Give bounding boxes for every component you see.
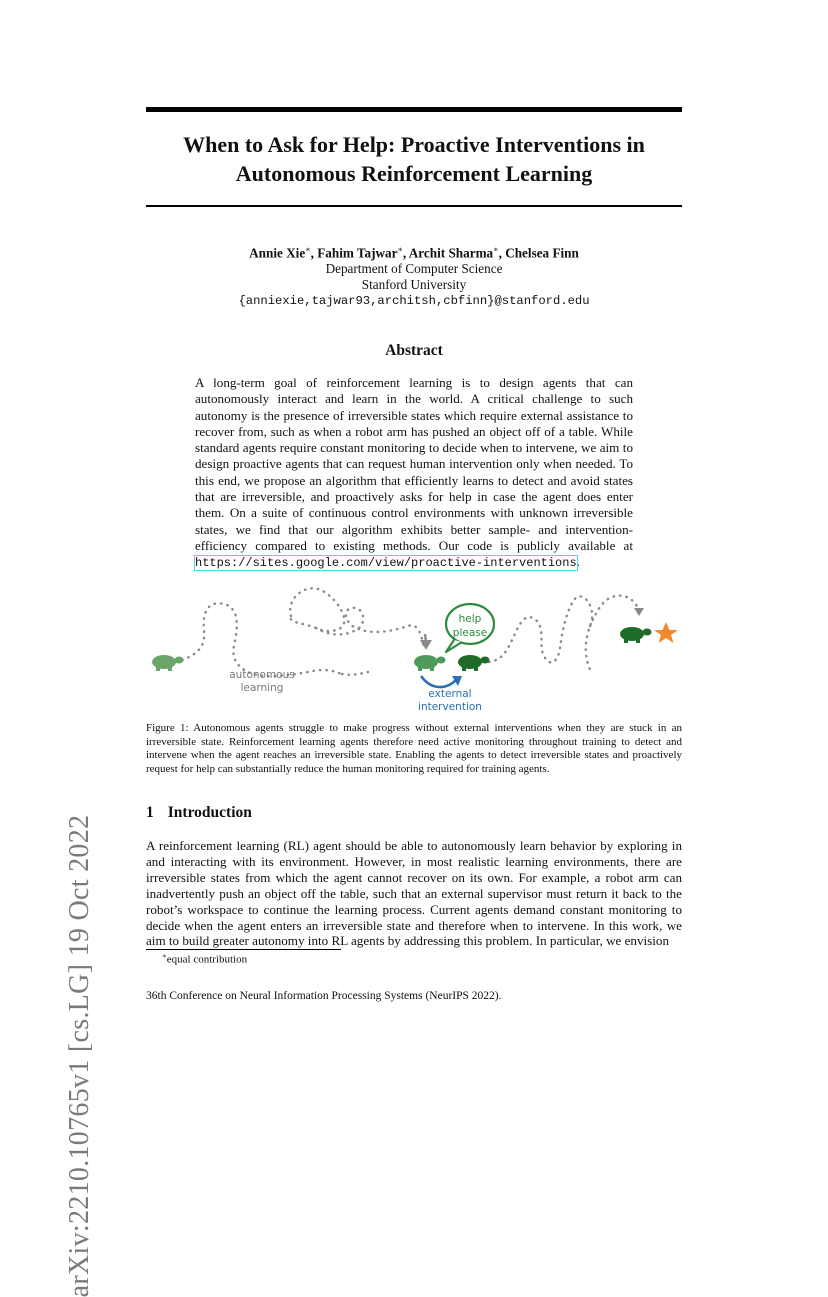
author-block xyxy=(146,242,682,309)
introduction-text: A reinforcement learning (RL) agent should be able to autonomously learn behavior by exploring in and interacting with its environment. However, in most realistic learning environments, there are irreversible states from which the agent cannot recover on its own. For example, a robot arm can inadvertently push an object off the table, such that an external supervisor must return it back to the robot’s workspace to continue the learning process. Current agents demand constant monitoring to decide when the agent enters an irreversible state and therefore when to intervene. In this work, we aim to build greater autonomy into RL agents by addressing this problem. In particular, we envision xyxy=(146,838,682,949)
autonomous-label-1: autonomous xyxy=(229,669,295,681)
goal-star-icon xyxy=(654,622,678,643)
title-bottom-rule xyxy=(146,205,682,207)
author-mark: ∗ xyxy=(493,245,499,254)
arrow-down-icon xyxy=(420,640,432,650)
figure-illustration xyxy=(146,578,682,718)
path-loop-1 xyxy=(290,588,344,631)
author-emails: {anniexie,tajwar93,architsh,cbfinn}@stanford.edu xyxy=(238,294,590,309)
turtle-goal-icon xyxy=(620,627,652,643)
author-university: Stanford University xyxy=(361,277,467,293)
author-mark: ∗ xyxy=(305,245,311,254)
section-number: 1 xyxy=(146,804,154,821)
autonomous-label-2: learning xyxy=(240,682,284,694)
author-names: Annie Xie∗, Fahim Tajwar∗, Archit Sharma∗, Chelsea Finn xyxy=(249,245,579,261)
path-autonomous xyxy=(176,603,342,676)
author-name: Archit Sharma xyxy=(408,245,494,261)
figure-1 xyxy=(146,578,682,718)
author-mark: ∗ xyxy=(397,245,403,254)
help-bubble xyxy=(446,604,494,652)
author-name: Annie Xie xyxy=(249,245,306,261)
footnote xyxy=(162,952,247,966)
caption-label: Figure 1: xyxy=(146,722,189,734)
conference-footer: 36th Conference on Neural Information Processing Systems (NeurIPS 2022). xyxy=(146,990,502,1002)
turtle-stuck-icon xyxy=(414,655,446,671)
paper-title: When to Ask for Help: Proactive Interventions in Autonomous Reinforcement Learning xyxy=(183,132,645,186)
footnote-rule xyxy=(146,949,341,950)
author-department: Department of Computer Science xyxy=(325,261,503,277)
help-label-2: please xyxy=(452,627,488,639)
help-label-1: help xyxy=(458,613,482,625)
section-heading xyxy=(146,804,252,822)
arrow-down-icon-goal xyxy=(634,608,644,616)
abstract-heading: Abstract xyxy=(385,342,443,359)
arxiv-stamp: arXiv:2210.10765v1 [cs.LG] 19 Oct 2022 xyxy=(64,814,95,1297)
path-after-intervention xyxy=(489,596,592,674)
footnote-text: equal contribution xyxy=(166,953,248,966)
title-top-rule xyxy=(146,107,682,112)
path-loop-2 xyxy=(316,608,424,648)
project-url-link[interactable]: https://sites.google.com/view/proactive-interventions xyxy=(195,556,577,571)
abstract-text xyxy=(195,375,633,572)
abstract-end-punct: . xyxy=(576,554,580,570)
figure-caption xyxy=(146,722,682,776)
author-name: Chelsea Finn xyxy=(505,245,579,261)
section-title: Introduction xyxy=(167,804,252,821)
external-label-2: intervention xyxy=(418,701,482,713)
author-name: Fahim Tajwar xyxy=(317,245,398,261)
footnote-mark: ∗ xyxy=(162,952,167,960)
intervention-arrow xyxy=(421,676,456,687)
abstract-body: A long-term goal of reinforcement learning is to design agents that can autonomously interact and learn in the world. A critical challenge to such autonomy is the presence of irreversible states which require external assistance to recover from, such as when a robot arm has pushed an object off of a table. While standard agents require constant monitoring to decide when to intervene, we aim to design proactive agents that can request human intervention only when needed. To this end, we propose an algorithm that efficiently learns to detect and avoid states that are irreversible, and proactively asks for help in case the agent does enter them. On a suite of continuous control environments with unknown irreversible states, we find that our algorithm exhibits better sample- and intervention-efficiency compared to existing methods. Our code is publicly available at xyxy=(195,375,633,553)
caption-text: Autonomous agents struggle to make progress without external interventions when they are stuck in an irreversible state. Reinforcement learning agents therefore need active monitoring throughout training to detect and intervene when the agent reaches an irreversible state. Enabling the agents to detect irreversible states and proactively request for help can substantially reduce the human monitoring required for training agents. xyxy=(146,722,683,775)
turtle-start-icon xyxy=(152,655,184,671)
external-label-1: external xyxy=(428,688,472,700)
path-autonomous-tail xyxy=(342,672,368,675)
path-final xyxy=(590,596,638,626)
turtle-rescued-icon xyxy=(458,655,490,671)
